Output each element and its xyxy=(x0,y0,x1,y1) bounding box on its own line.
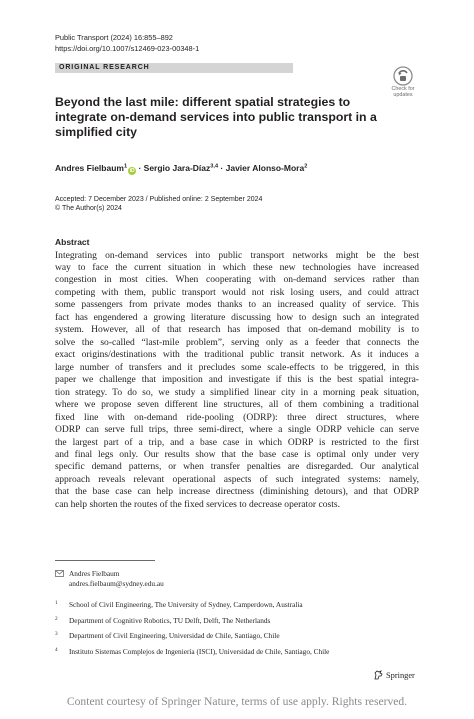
affiliation-number: 4 xyxy=(55,646,58,653)
author-separator: · xyxy=(136,163,144,173)
copyright-notice: © The Author(s) 2024 xyxy=(55,205,122,213)
check-updates-line1: Check for xyxy=(391,86,415,92)
abstract-line: competing with them, public transport would not risk losing users, and could attract xyxy=(55,286,419,298)
abstract-body xyxy=(55,250,419,512)
abstract-line: ODRP can serve full trips, three semi-direct, where a single ODRP vehicle can serve xyxy=(55,424,419,436)
abstract-line: fact has engendered a growing literature discussing how to design such an integrated xyxy=(55,311,419,323)
affiliation-text: School of Civil Engineering, The University of Sydney, Camperdown, Australia xyxy=(69,600,303,609)
check-for-updates-badge[interactable] xyxy=(387,66,419,102)
abstract-line: way to face the current situation in which these new technologies have increased xyxy=(55,261,419,273)
contact-email[interactable]: andres.fielbaum@sydney.edu.au xyxy=(69,579,164,589)
abstract-line: approach reveals relevant operational aspects of such integrated systems: namely, xyxy=(55,473,419,485)
abstract-line: some passengers from private modes thanks to an increased quality of service. This xyxy=(55,299,419,311)
envelope-icon xyxy=(55,570,64,577)
abstract-line: that the base case can help increase directness (diminishing detours), and that ODRP xyxy=(55,486,419,498)
abstract-line: Integrating on-demand services into public transport networks might be the best xyxy=(55,249,419,261)
corresponding-author xyxy=(55,569,164,590)
affiliation-item xyxy=(55,647,329,656)
abstract-heading: Abstract xyxy=(55,237,90,247)
author-name[interactable]: Javier Alonso-Mora xyxy=(225,163,305,173)
abstract-line: can help shorten the routes of the fixed services to decrease operator costs. xyxy=(55,498,340,510)
author-name[interactable]: Sergio Jara-Díaz xyxy=(143,163,211,173)
doi-link[interactable]: https://doi.org/10.1007/s12469-023-00348-1 xyxy=(55,43,200,53)
affiliation-item xyxy=(55,600,303,609)
check-updates-line2: updates xyxy=(393,91,413,98)
abstract-line: where we propose seven different line structures, all of them combining a traditional xyxy=(55,399,419,411)
author-list xyxy=(55,163,307,175)
abstract-line: fixed line with on-demand ride-pooling (ODRP): three direct structures, where xyxy=(55,411,419,423)
author-affil-sup: 2 xyxy=(304,163,308,170)
author-affil-sup: 1 xyxy=(123,163,128,170)
abstract-line: tion strategy. To do so, we study a simplified linear city in a morning peak situation, xyxy=(55,386,419,398)
article-title: Beyond the last mile: different spatial strategies to integrate on-demand services into public transport in a simplified city xyxy=(55,95,377,140)
abstract-line: large number of transfers and it precludes some scale-effects to be triggered, in this xyxy=(55,361,419,373)
affiliation-number: 3 xyxy=(55,631,58,637)
check-updates-icon xyxy=(393,66,413,86)
author-affil-sup: 3,4 xyxy=(210,163,219,170)
section-label: ORIGINAL RESEARCH xyxy=(59,63,150,71)
affiliation-item xyxy=(55,631,280,640)
abstract-line: system. However, all of that research has imposed that on-demand mobility is to xyxy=(55,324,419,336)
affiliation-text: Instituto Sistemas Complejos de Ingeniería (ISCI), Universidad de Chile, Santiago, Chile xyxy=(69,646,330,656)
orcid-icon[interactable]: iD xyxy=(129,167,135,174)
journal-citation: Public Transport (2024) 16:855–892 xyxy=(55,33,173,42)
affiliation-text: Department of Civil Engineering, Universidad de Chile, Santiago, Chile xyxy=(69,631,280,640)
contact-name: Andres Fielbaum xyxy=(69,569,120,578)
springer-horse-icon xyxy=(373,670,384,680)
abstract-line: specific demand patterns, or when transfer penalties are disregarded. Our analytical xyxy=(55,461,419,473)
abstract-line: paper we challenge that imposition and investigate if this is the best spatial integra- xyxy=(55,374,419,386)
abstract-line: congestion in most cities. When cooperating with on-demand services rather than xyxy=(55,274,419,286)
accepted-published-dates: Accepted: 7 December 2023 / Published online: 2 September 2024 xyxy=(55,196,263,203)
affiliation-number: 1 xyxy=(55,600,58,606)
affiliation-number: 2 xyxy=(55,615,58,622)
abstract-line: solve the so-called “last-mile problem”, serving only as a feeder that connects the xyxy=(55,336,419,348)
publisher-name: Springer xyxy=(386,671,415,680)
abstract-line: exact origins/destinations with the traditional public transit network. As it induces a xyxy=(55,349,419,361)
affiliation-item xyxy=(55,616,270,625)
journal-header xyxy=(55,33,199,54)
author-name[interactable]: Andres Fielbaum xyxy=(55,163,124,173)
footnote-divider xyxy=(55,560,155,561)
affiliation-text: Department of Cognitive Robotics, TU Delft, Delft, The Netherlands xyxy=(69,615,271,625)
abstract-line: and final legs only. Our results show that the base case is optimal only under very xyxy=(55,449,419,460)
publication-dates xyxy=(55,195,262,214)
courtesy-watermark: Content courtesy of Springer Nature, terms of use apply. Rights reserved. xyxy=(66,695,408,708)
abstract-line: the largest part of a trip, and a base case in which ODRP is restricted to the first xyxy=(55,436,419,448)
author-separator: · xyxy=(218,163,226,173)
springer-logo xyxy=(373,670,415,680)
